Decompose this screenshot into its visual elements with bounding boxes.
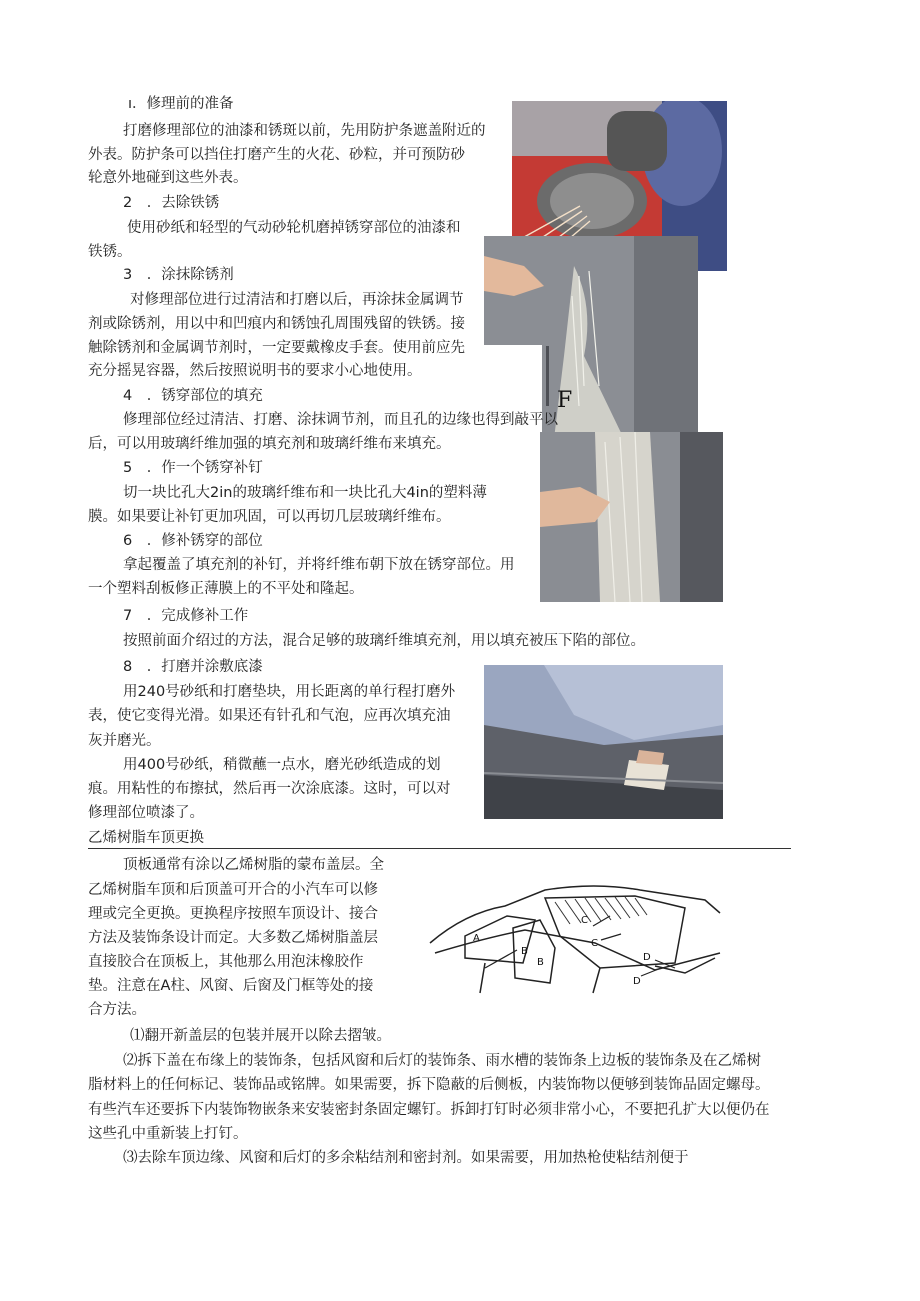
vinyl-line: 垫。注意在A柱、风窗、后窗及门框等处的接 [88,978,374,994]
sanding-photo [484,665,723,819]
vinyl-line: 乙烯树脂车顶和后顶盖可开合的小汽车可以修 [88,882,378,898]
vinyl-step-line: ⑴翻开新盖层的包装并展开以除去摺皱。 [130,1028,391,1044]
vinyl-step-line: 脂材料上的任何标记、装饰品或铭牌。如果需要，拆下隐蔽的后侧板，内装饰物以便够到装饰品固定螺母。 [88,1077,770,1093]
vinyl-step-line: 这些孔中重新装上打钉。 [88,1126,248,1142]
section-3-line: 剂或除锈剂，用以中和凹痕内和锈蚀孔周围残留的铁锈。接 [88,316,465,332]
section-8-line: 用400号砂纸，稍微蘸一点水，磨光砂纸造成的划 [123,757,441,773]
section-8-line: 修理部位喷漆了。 [88,805,204,821]
section-2-line: 使用砂纸和轻型的气动砂轮机磨掉锈穿部位的油漆和 [127,220,461,236]
section-6-line: 拿起覆盖了填充剂的补钉，并将纤维布朝下放在锈穿部位。用 [123,557,515,573]
section-8-line: 用240号砂纸和打磨垫块，用长距离的单行程打磨外 [123,684,456,700]
section-4-line: 修理部位经过清洁、打磨、涂抹调节剂，而且孔的边缘也得到敲平以 [123,412,558,428]
section-4-line: 后，可以用玻璃纤维加强的填充剂和玻璃纤维布来填充。 [88,436,451,452]
diagram-label: C [591,938,598,949]
section-1-line: 轮意外地碰到这些外表。 [88,170,248,186]
diagram-label: B [537,957,544,968]
section-8-line: 灰并磨光。 [88,733,161,749]
section-3-line: 充分摇晃容器，然后按照说明书的要求小心地使用。 [88,363,422,379]
section-7-line: 按照前面介绍过的方法，混合足够的玻璃纤维填充剂，用以填充被压下陷的部位。 [123,633,645,649]
vinyl-line: 顶板通常有涂以乙烯树脂的蒙布盖层。全 [123,857,384,873]
vinyl-step-line: 有些汽车还要拆下内装饰物嵌条来安装密封条固定螺钉。拆卸打钉时必须非常小心，不要把孔扩大以便仍在 [88,1102,770,1118]
car-roof-diagram [425,868,725,998]
figure-letter: F [557,388,573,413]
vinyl-step-line: ⑵拆下盖在布缘上的装饰条，包括风窗和后灯的装饰条、雨水槽的装饰条上边板的装饰条及在乙烯树 [123,1053,761,1069]
section-8-line: 表，使它变得光滑。如果还有针孔和气泡，应再次填充油 [88,708,451,724]
section-6-line: 一个塑料刮板修正薄膜上的不平处和隆起。 [88,581,364,597]
section-4-heading: 4 ．锈穿部位的填充 [123,388,263,404]
diagram-label: D [643,952,651,963]
section-8-line: 痕。用粘性的布擦拭，然后再一次涂底漆。这时，可以对 [88,781,451,797]
diagram-label: D [633,976,641,987]
section-divider [88,848,791,849]
section-5-line: 膜。如果要让补钉更加巩固，可以再切几层玻璃纤维布。 [88,509,451,525]
section-6-heading: 6 ．修补锈穿的部位 [123,533,263,549]
section-5-heading: 5 ．作一个锈穿补钉 [123,460,263,476]
vinyl-line: 直接胶合在顶板上，其他那么用泡沫橡胶作 [88,954,364,970]
vinyl-line: 理或完全更换。更换程序按照车顶设计、接合 [88,906,378,922]
section-5-line: 切一块比孔大2in的玻璃纤维布和一块比孔大4in的塑料薄 [123,485,487,501]
section-3-heading: 3 ．涂抹除锈剂 [123,267,234,283]
vinyl-step-line: ⑶去除车顶边缘、风窗和后灯的多余粘结剂和密封剂。如果需要，用加热枪使粘结剂便于 [123,1150,689,1166]
patch-placement-photo [540,432,723,602]
diagram-label: C [581,915,588,926]
vinyl-line: 方法及装饰条设计而定。大多数乙烯树脂盖层 [88,930,378,946]
section-1-heading: ı．修理前的准备 [128,96,234,112]
section-8-heading: 8 ．打磨并涂敷底漆 [123,659,263,675]
diagram-label: A [473,933,480,944]
vinyl-section-title: 乙烯树脂车顶更换 [88,830,204,846]
section-2-heading: 2 ．去除铁锈 [123,195,220,211]
section-1-line: 外表。防护条可以挡住打磨产生的火花、砂粒，并可预防砂 [88,147,465,163]
section-3-line: 触除锈剂和金属调节剂时，一定要戴橡皮手套。使用前应先 [88,340,465,356]
diagram-label: B [521,946,528,957]
section-1-line: 打磨修理部位的油漆和锈斑以前，先用防护条遮盖附近的 [123,123,486,139]
section-7-heading: 7 ．完成修补工作 [123,608,249,624]
section-2-line: 铁锈。 [88,244,132,260]
section-3-line: 对修理部位进行过清洁和打磨以后，再涂抹金属调节 [130,292,464,308]
vinyl-line: 合方法。 [88,1002,146,1018]
